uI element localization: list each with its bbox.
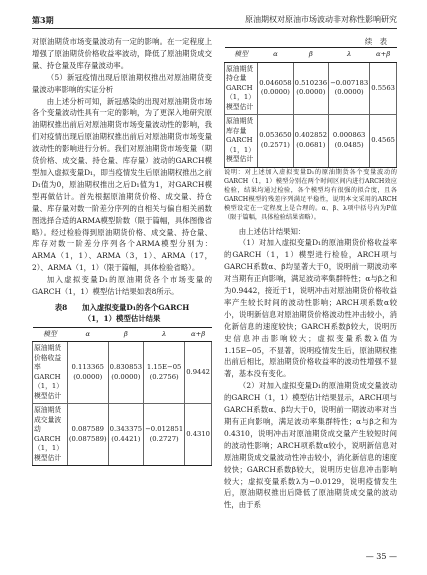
page-header bbox=[32, 14, 397, 29]
table-continued-label: 续 表 bbox=[364, 37, 387, 46]
table-cell: 0.000863 (0.0485) bbox=[329, 115, 370, 168]
table-cell: 0.053650 (0.2571) bbox=[258, 115, 293, 168]
col-header: β bbox=[293, 48, 328, 63]
table-cell: 0.510236 (0.0000) bbox=[293, 62, 328, 115]
table-cell: 0.830853 (0.0000) bbox=[108, 342, 143, 404]
table-header-row bbox=[225, 48, 397, 63]
table-cell: 0.402852 (0.0681) bbox=[293, 115, 328, 168]
left-column bbox=[32, 36, 212, 466]
table-cell: 1.15E−05 (0.2756) bbox=[144, 342, 185, 404]
table-cell: −0.007183 (0.0000) bbox=[329, 62, 370, 115]
table-cell: −0.012851 (0.2727) bbox=[144, 404, 185, 466]
table-cell: 原油期货持仓量GARCH（1，1）模型估计 bbox=[225, 62, 258, 115]
running-title: 原油期权对原油市场波动非对称性影响研究 bbox=[245, 15, 397, 24]
table-cell: 0.113365 (0.0000) bbox=[67, 342, 108, 404]
table-cell: 0.4565 bbox=[370, 115, 397, 168]
table-cell: 原油期货价格收益率GARCH（1，1）模型估计 bbox=[33, 342, 68, 404]
issue-number: 第3期 bbox=[32, 15, 54, 25]
col-header: 模型 bbox=[225, 48, 258, 63]
paragraph: 由上述分析可知，新冠感染的出现对原油期货市场各个变量波动性具有一定的影响，为了更深入地研究原油期权推出前后对原油期货市场变量波动性的影响，我们对疫情出现后原油期权推出前后对原油期货市场变量波动性的影响进行分析。我们对原油期货市场变量（期货价格、成交量、持仓量、库存量）波动的GARCH模型加入虚拟变量D₁，即当疫情发生后原油期权推出之前D₁值为0，原油期权推出之后D₁值为1，对GARCH模型再做估计。首先根据原油期货价格、成交量、持仓量、库存量对数一阶差分序列的自相关与偏自相关函数图选择合适的ARMA模型阶数（限于篇幅，具体图像省略）。经过检验得到原油期货价格、成交量、持仓量、库存对数一阶差分序列各个ARMA模型分别为：ARMA（1，1）、ARMA（3，1）、ARMA（17，2）、ARMA（1，1）（限于篇幅，具体检验省略）。 bbox=[32, 96, 212, 273]
table-row bbox=[225, 115, 397, 168]
paragraph: 加入虚拟变量D₁的原油期货各个市场变量的GARCH（1，1）模型估计结果如表8所示。 bbox=[32, 275, 212, 297]
col-header: 模型 bbox=[33, 327, 68, 342]
col-header: α bbox=[258, 48, 293, 63]
table-8-continued bbox=[224, 47, 397, 168]
page-number: — 35 — bbox=[365, 552, 397, 561]
section-heading: （5）新冠疫情出现后原油期权推出对原油期货变量波动率影响的实证分析 bbox=[32, 72, 212, 94]
paragraph: 对原油期货市场变量波动有一定的影响。在一定程度上增强了原油期货价格收益率波动，降低了原油期货成交量、持仓量及库存量波动率。 bbox=[32, 37, 212, 70]
paragraph: （1）对加入虚拟变量D₁的原油期货价格收益率的GARCH（1，1）模型进行检验，ARCH项与GARCH系数α、β均显著大于0，说明前一期波动率对当期有正向影响，满足波动率集群特性；α与β之和为0.9442，接近于1，说明冲击对原油期货价格收益率产生较长时间的波动性影响；ARCH项系数α较小，说明新信息对原油期货价格波动性冲击较小，消化新信息的速度较快；GARCH系数β较大，说明历史信息冲击影响较大；虚拟变量系数λ值为1.15E−05，不显著，说明疫情发生后，原油期权推出前后相比，原油期货价格收益率的波动性增强不显著，基本没有变化。 bbox=[224, 238, 397, 379]
table-cell: 0.5563 bbox=[370, 62, 397, 115]
table-8 bbox=[32, 327, 212, 467]
col-header: α+β bbox=[185, 327, 212, 342]
table-row bbox=[33, 342, 212, 404]
right-column bbox=[224, 36, 397, 511]
table-cell: 0.087589 (0.087589) bbox=[67, 404, 108, 466]
table-header-row bbox=[33, 327, 212, 342]
col-header: λ bbox=[329, 48, 370, 63]
col-header: β bbox=[108, 327, 143, 342]
col-header: λ bbox=[144, 327, 185, 342]
table-cell: 0.343375 (0.4421) bbox=[108, 404, 143, 466]
table-cell: 0.4310 bbox=[185, 404, 212, 466]
table-row bbox=[225, 62, 397, 115]
table-cell: 原油期货成交量波动GARCH（1，1）模型估计 bbox=[33, 404, 68, 466]
table-8-caption: 表8 加入虚拟变量D₁的各个GARCH （1，1）模型估计结果 bbox=[54, 302, 190, 323]
table-row bbox=[33, 404, 212, 466]
col-header: α+β bbox=[370, 48, 397, 63]
table-note: 说明：对上述加入虚拟变量D₁的原油期货各个变量波动的GARCH（1，1）模型分别在两个时间区间内进行ARCH效应检验，结果均通过检验，各个模型均有很强的拟合度，且各GARCH模型的残差序列满足平稳性，说明本文采用的ARCH模型设定在一定程度上是合理的。α、β、λ项中括号内为P值（限于篇幅，具体检验结果省略）。 bbox=[224, 168, 397, 221]
paragraph: （2）对加入虚拟变量D₁的原油期货成交量波动的GARCH（1，1）模型估计结果显示，ARCH项与GARCH系数α、β均大于0，说明前一期波动率对当期有正向影响，满足波动率集群特性；α与β之和为0.4310，说明冲击对原油期货成交量产生较短时间的波动性影响；ARCH项系数α较小，说明新信息对原油期货成交量波动性冲击较小，消化新信息的速度较快；GARCH系数β较大，说明历史信息冲击影响较大；虚拟变量系数λ为−0.0129，说明疫情发生后，原油期权推出后降低了原油期货成交量的波动性，由于系 bbox=[224, 381, 397, 510]
table-cell: 0.9442 bbox=[185, 342, 212, 404]
paragraph: 由上述估计结果知： bbox=[238, 226, 306, 236]
col-header: α bbox=[67, 327, 108, 342]
table-cell: 0.046058 (0.0000) bbox=[258, 62, 293, 115]
table-cell: 原油期货库存量GARCH（1，1）模型估计 bbox=[225, 115, 258, 168]
